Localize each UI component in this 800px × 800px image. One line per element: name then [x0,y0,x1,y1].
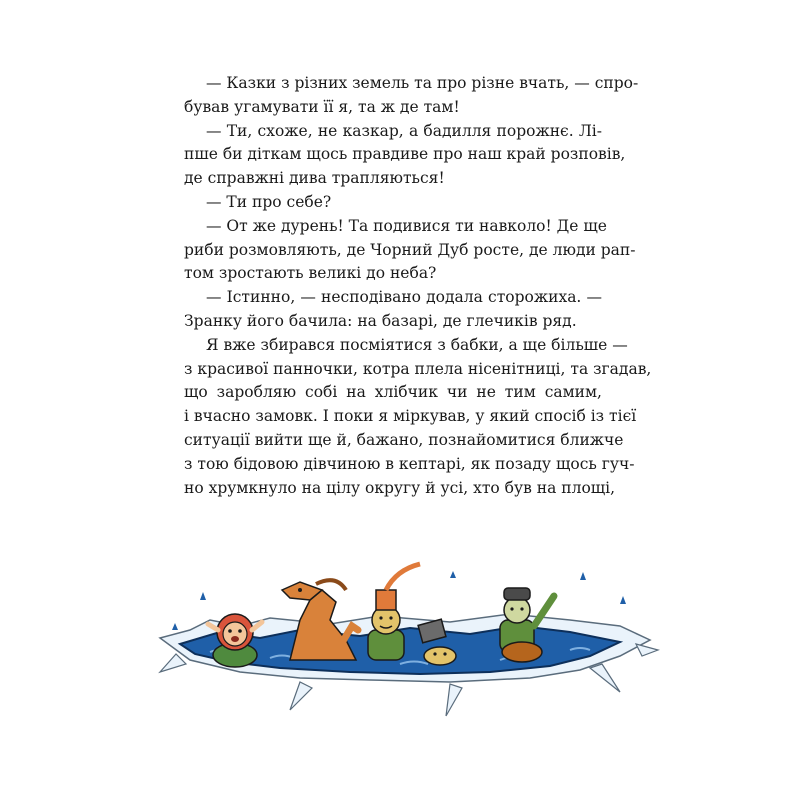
text-line: і вчасно замовк. І поки я міркував, у який спосіб із тієї [184,407,637,426]
text-line: пше би діткам щось правдиве про наш край розповів, [184,145,626,164]
text-line: — Істинно, — несподівано додала сторожиха. — [206,288,602,307]
text-line: що заробляю собі на хлібчик чи не тим самим, [184,383,602,402]
text-line: но хрумкнуло на цілу округу й усі, хто був на площі, [184,478,616,497]
text-line: бував угамувати її я, та ж де там! [184,97,460,116]
text-line: Зранку його бачила: на базарі, де глечиків ряд. [184,311,577,330]
text-line: з тою бідовою дівчиною в кептарі, як позаду щось гуч- [184,454,635,473]
text-line: ситуації вийти ще й, бажано, познайомитися ближче [184,430,624,449]
text-line: з красивої панночки, котра плела нісенітниці, та згадав, [184,359,652,378]
text-line: — Ти, схоже, не казкар, а бадилля порожнє. Лі- [206,121,602,140]
text-line: де справжні дива трапляються! [184,169,445,188]
body-text [184,72,652,500]
text-line: риби розмовляють, де Чорний Дуб росте, де люди рап- [184,240,636,259]
text-line: — От же дурень! Та подивися ти навколо! Де ще [206,216,607,235]
text-line: — Казки з різних земель та про різне вчать, — спро- [206,74,639,92]
ice-hole-people-horse-icon [150,560,660,730]
text-line: — Ти про себе? [206,192,332,211]
text-line: том зростають великі до неба? [184,264,437,283]
text-line: Я вже збирався посміятися з бабки, а ще більше — [206,335,628,354]
